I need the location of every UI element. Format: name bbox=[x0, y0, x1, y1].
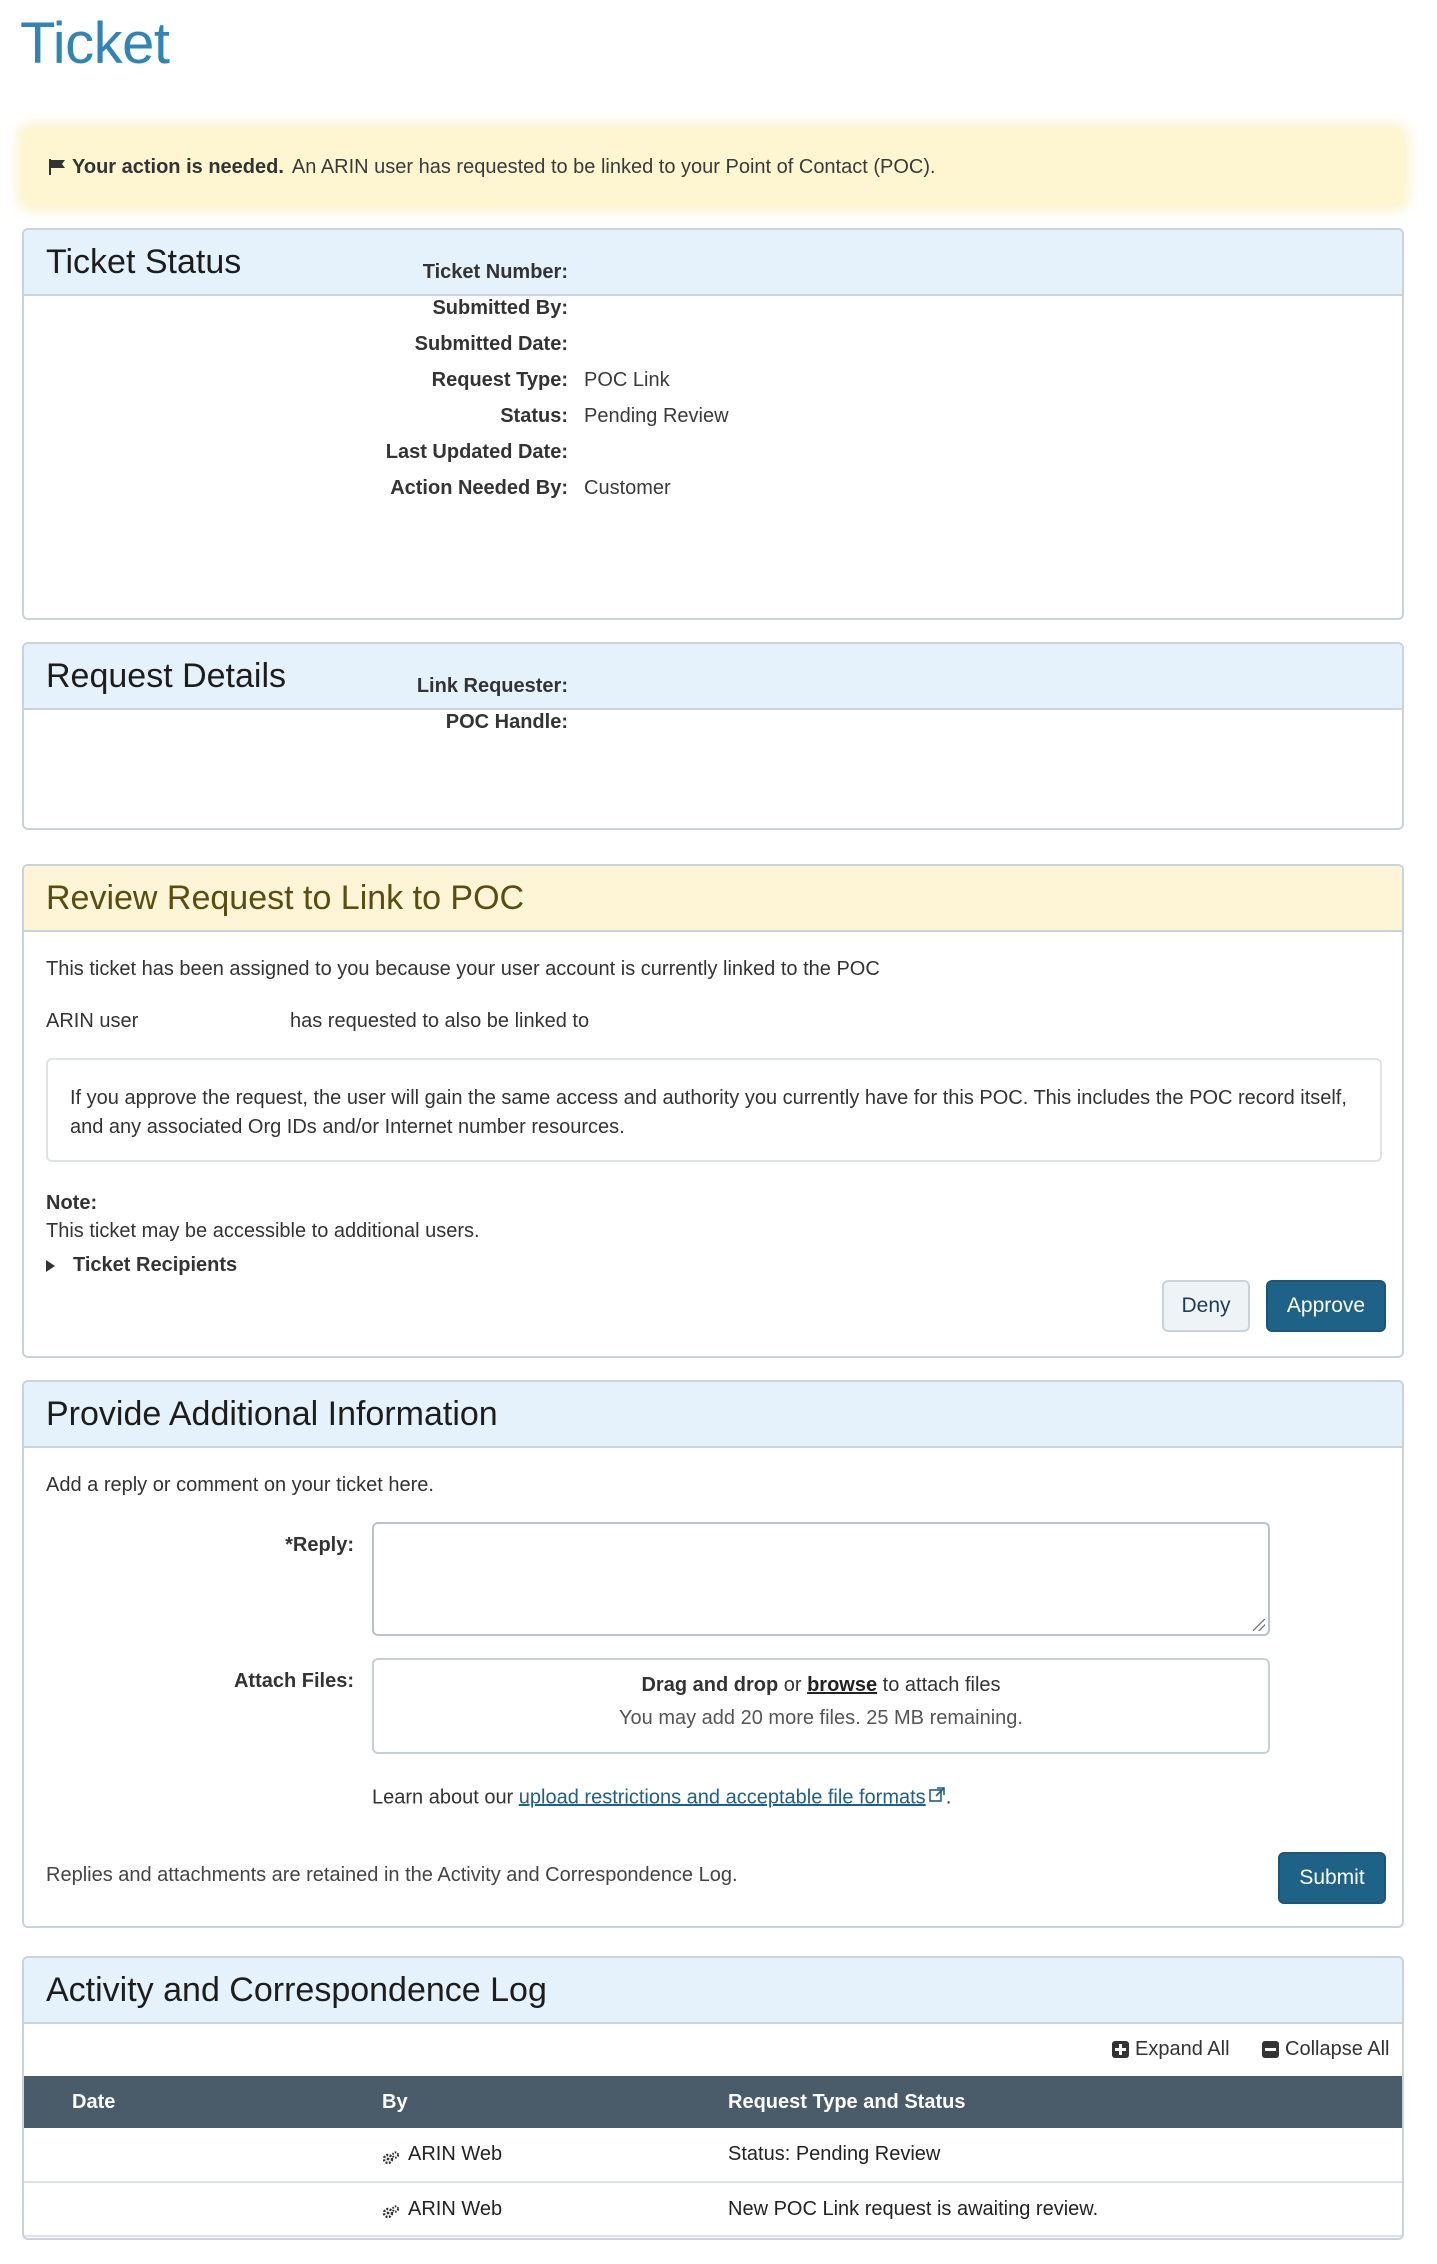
table-row[interactable] bbox=[24, 2128, 1402, 2182]
field-value: Customer bbox=[584, 477, 671, 499]
upload-restrictions-link[interactable]: upload restrictions and acceptable file formats bbox=[518, 1786, 926, 1809]
flag-icon bbox=[48, 158, 68, 176]
note-text: This ticket may be accessible to additional users. bbox=[46, 1220, 480, 1242]
field-label: Submitted By: bbox=[432, 297, 568, 319]
row-status: New POC Link request is awaiting review. bbox=[728, 2182, 1402, 2236]
drop-suffix-text: to attach files bbox=[882, 1674, 1001, 1696]
caret-right-icon bbox=[46, 1260, 55, 1272]
request-details-fields bbox=[24, 668, 584, 740]
attach-files-label: Attach Files: bbox=[233, 1670, 354, 1692]
deny-button[interactable]: Deny bbox=[1162, 1280, 1250, 1332]
field-last-updated-date bbox=[24, 434, 729, 470]
activity-log-panel bbox=[22, 1956, 1404, 2240]
row-date bbox=[24, 2128, 382, 2182]
field-value: Pending Review bbox=[584, 405, 729, 427]
ticket-status-heading: Ticket Status bbox=[24, 230, 1402, 296]
ticket-recipients-toggle[interactable] bbox=[46, 1254, 237, 1277]
additional-info-panel bbox=[22, 1380, 1404, 1928]
review-request-heading: Review Request to Link to POC bbox=[24, 866, 1402, 932]
alert-strong-text: Your action is needed. bbox=[72, 155, 284, 178]
ticket-recipients-label: Ticket Recipients bbox=[73, 1254, 238, 1276]
column-header-by[interactable]: By bbox=[382, 2076, 728, 2128]
field-label: Action Needed By: bbox=[390, 477, 568, 499]
field-status bbox=[24, 398, 729, 434]
field-request-type bbox=[24, 362, 729, 398]
drop-remaining-text: You may add 20 more files. 25 MB remaining. bbox=[619, 1707, 1023, 1729]
plus-square-icon bbox=[1112, 2041, 1129, 2058]
table-header-row bbox=[24, 2076, 1402, 2128]
expand-all-label: Expand All bbox=[1135, 2038, 1230, 2060]
field-label: Request Type: bbox=[431, 369, 568, 391]
field-link-requester bbox=[24, 668, 584, 704]
reply-textarea[interactable] bbox=[372, 1522, 1270, 1636]
drop-strong-text: Drag and drop bbox=[641, 1674, 779, 1696]
review-arin-user-prefix: ARIN user bbox=[46, 1010, 139, 1032]
table-row[interactable] bbox=[24, 2182, 1402, 2236]
external-link-icon[interactable] bbox=[928, 1786, 946, 1810]
collapse-all-label: Collapse All bbox=[1285, 2038, 1390, 2060]
approval-info-text: If you approve the request, the user will gain the same access and authority you currently have for this POC. This includes the POC record itself, and any associated Org IDs and/or Internet number resources. bbox=[70, 1087, 1347, 1138]
reply-label: *Reply: bbox=[285, 1534, 354, 1556]
review-request-panel bbox=[22, 864, 1404, 1358]
ticket-status-fields bbox=[24, 254, 729, 506]
row-by bbox=[382, 2182, 728, 2236]
learn-suffix: . bbox=[945, 1786, 952, 1809]
field-label: Status: bbox=[500, 405, 568, 427]
drop-or-text: or bbox=[783, 1674, 802, 1696]
field-label: Link Requester: bbox=[416, 675, 568, 697]
column-header-status[interactable]: Request Type and Status bbox=[728, 2076, 1402, 2128]
collapse-all-button[interactable] bbox=[1262, 2038, 1390, 2061]
row-by-text: ARIN Web bbox=[408, 2197, 503, 2220]
field-label: Last Updated Date: bbox=[385, 441, 568, 463]
row-by bbox=[382, 2128, 728, 2182]
row-by-text: ARIN Web bbox=[408, 2143, 503, 2165]
drop-instructions bbox=[374, 1674, 1268, 1697]
field-label: POC Handle: bbox=[445, 711, 568, 733]
activity-log-heading: Activity and Correspondence Log bbox=[24, 1958, 1402, 2024]
minus-square-icon bbox=[1262, 2041, 1279, 2058]
row-status: Status: Pending Review bbox=[728, 2128, 1402, 2182]
request-details-panel bbox=[22, 642, 1404, 830]
page-title: Ticket bbox=[20, 11, 170, 76]
approval-info-box bbox=[46, 1058, 1382, 1162]
note-label: Note: bbox=[46, 1192, 98, 1214]
action-needed-alert bbox=[22, 128, 1404, 206]
ticket-status-panel bbox=[22, 228, 1404, 620]
cogs-icon bbox=[382, 2202, 400, 2216]
field-submitted-date bbox=[24, 326, 729, 362]
cogs-icon bbox=[382, 2148, 400, 2162]
additional-info-intro: Add a reply or comment on your ticket here. bbox=[46, 1474, 434, 1496]
browse-link[interactable]: browse bbox=[807, 1674, 878, 1696]
upload-restrictions-line bbox=[372, 1786, 951, 1810]
resize-grip-icon[interactable] bbox=[1253, 1619, 1265, 1631]
field-poc-handle bbox=[24, 704, 584, 740]
review-requested-text: has requested to also be linked to bbox=[290, 1010, 590, 1032]
retention-note: Replies and attachments are retained in the Activity and Correspondence Log. bbox=[46, 1864, 738, 1886]
learn-prefix: Learn about our bbox=[372, 1786, 514, 1809]
field-label: Submitted Date: bbox=[414, 333, 568, 355]
field-submitted-by bbox=[24, 290, 729, 326]
file-drop-zone[interactable] bbox=[372, 1658, 1270, 1754]
approve-button[interactable]: Approve bbox=[1266, 1280, 1386, 1332]
expand-all-button[interactable] bbox=[1112, 2038, 1230, 2061]
column-header-date[interactable]: Date bbox=[24, 2076, 382, 2128]
field-label: Ticket Number: bbox=[422, 261, 568, 283]
row-date bbox=[24, 2182, 382, 2236]
additional-info-heading: Provide Additional Information bbox=[24, 1382, 1402, 1448]
field-action-needed-by bbox=[24, 470, 729, 506]
request-details-heading: Request Details bbox=[24, 644, 1402, 710]
activity-log-table bbox=[24, 2076, 1402, 2237]
alert-message: An ARIN user has requested to be linked to your Point of Contact (POC). bbox=[291, 155, 936, 178]
field-ticket-number bbox=[24, 254, 729, 290]
field-value: POC Link bbox=[584, 369, 670, 391]
submit-button[interactable]: Submit bbox=[1278, 1852, 1386, 1904]
review-assigned-text: This ticket has been assigned to you because your user account is currently linked to the POC bbox=[46, 958, 880, 980]
